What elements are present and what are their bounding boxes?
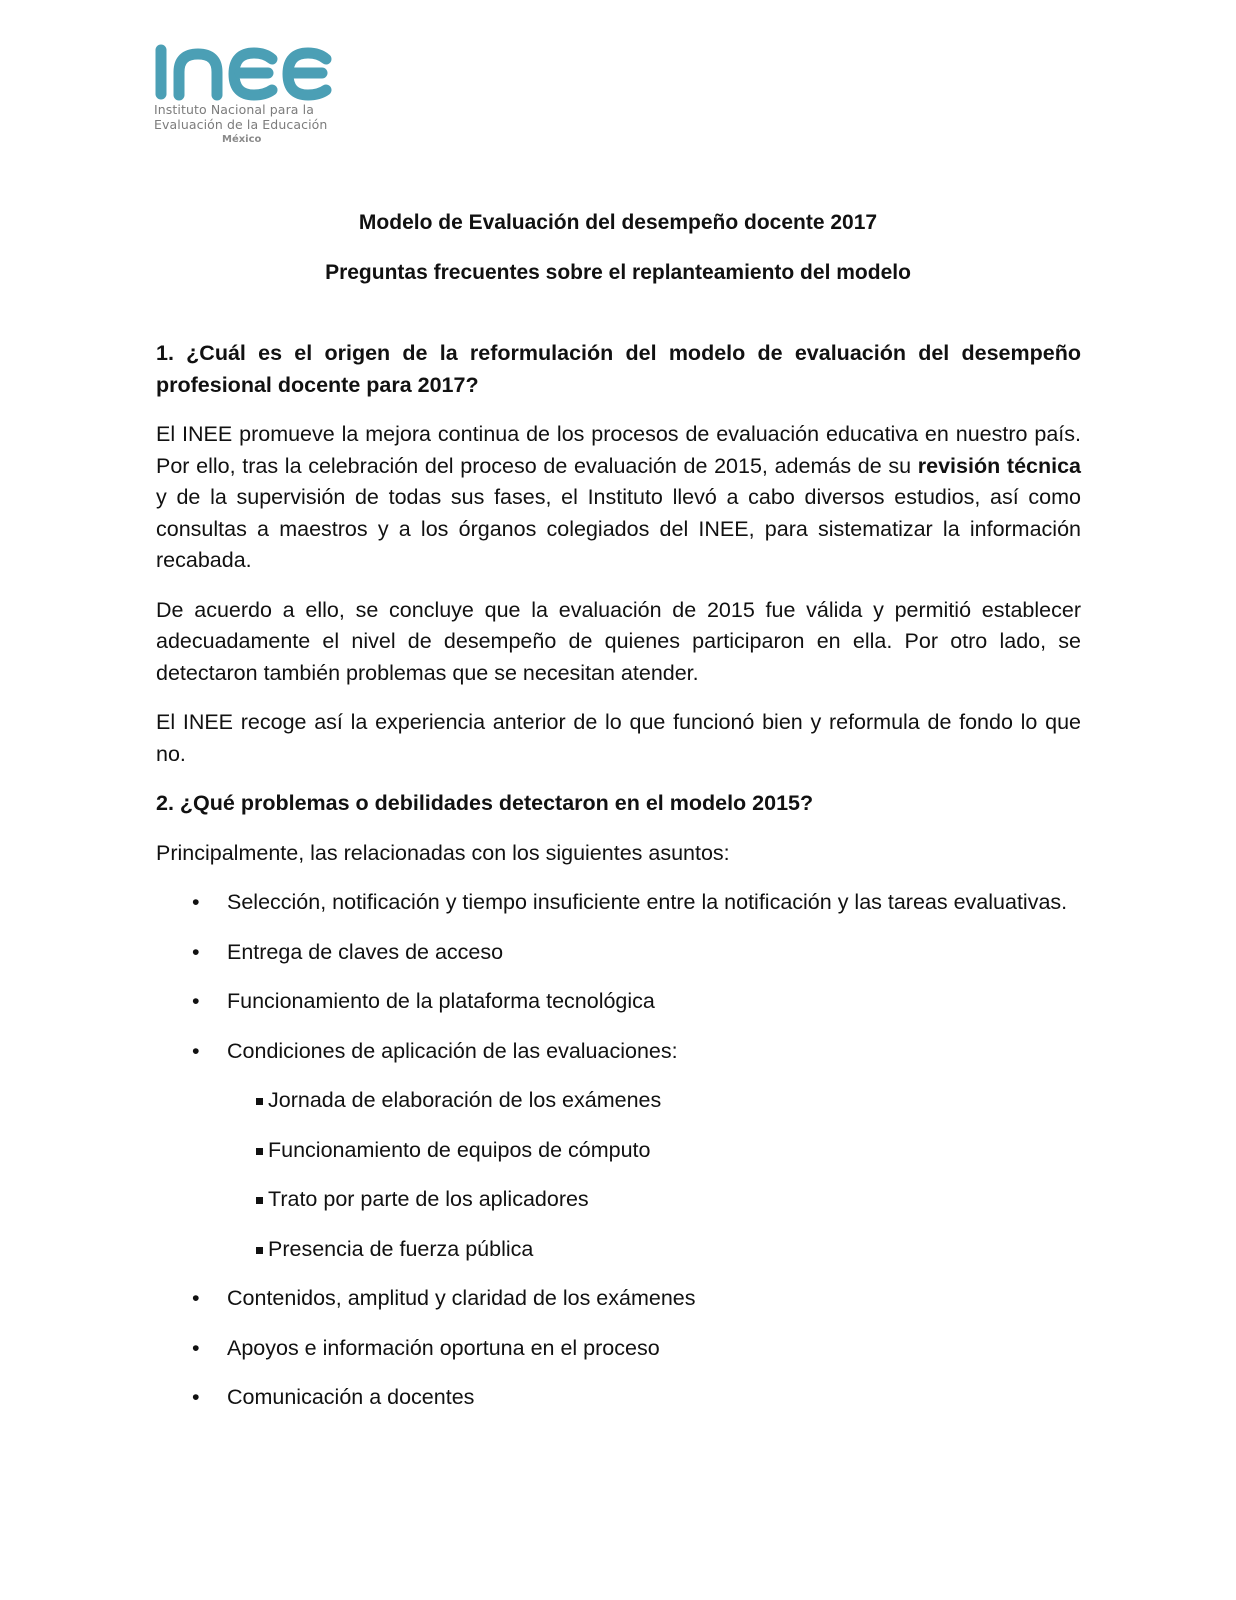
question-2: 2. ¿Qué problemas o debilidades detectaron en el modelo 2015? [156, 791, 814, 815]
logo-institution-line2: Evaluación de la Educación [154, 117, 328, 132]
list-item-text: Funcionamiento de la plataforma tecnológica [227, 989, 655, 1013]
sub-list-item [156, 1234, 1081, 1266]
list-item-text: Comunicación a docentes [227, 1385, 475, 1409]
question-1: 1. ¿Cuál es el origen de la reformulación del modelo de evaluación del desempeño profesional docente para 2017? [156, 341, 1081, 397]
sub-list-item [156, 1184, 1081, 1216]
inee-logo-mark [154, 40, 334, 102]
list-item [156, 986, 1081, 1018]
conditions-sublist [227, 1085, 1081, 1265]
bullet-icon: • [192, 1286, 200, 1310]
square-bullet-icon [256, 1247, 263, 1254]
list-item [156, 1283, 1081, 1315]
logo-country: México [222, 134, 262, 145]
list-item [156, 1382, 1081, 1414]
bullet-icon: • [192, 939, 200, 964]
list-item [156, 1333, 1081, 1365]
sub-list-item [156, 1085, 1081, 1117]
answer-1-paragraph-2: De acuerdo a ello, se concluye que la evaluación de 2015 fue válida y permitió establecer adecuadamente el nivel de desempeño de quienes participaron en ella. Por otro lado, se detectaron también problemas que se necesitan atender. [156, 597, 1081, 685]
answer-1-text-a: El INEE promueve la mejora continua de los procesos de evaluación educativa en nuestro país. Por ello, tras la celebración del proceso de evaluación de 2015, además de su [156, 422, 1081, 478]
list-item-text: Contenidos, amplitud y claridad de los exámenes [227, 1286, 696, 1310]
inee-logo [154, 40, 344, 145]
answer-1-bold-term: revisión técnica [917, 453, 1081, 478]
logo-institution-line1: Instituto Nacional para la [154, 102, 314, 117]
bullet-icon: • [192, 989, 200, 1013]
list-item [156, 887, 1081, 919]
bullet-icon: • [192, 1385, 200, 1409]
list-item [156, 1036, 1081, 1266]
list-item [156, 937, 1081, 969]
problems-list [156, 887, 1081, 1414]
list-item-text: Entrega de claves de acceso [227, 939, 504, 964]
answer-1-paragraph-3: El INEE recoge así la experiencia anterior de lo que funcionó bien y reformula de fondo lo que no. [156, 710, 1081, 766]
bullet-icon: • [192, 1038, 200, 1063]
square-bullet-icon [256, 1197, 263, 1204]
bullet-icon: • [192, 890, 200, 914]
answer-1-text-b: y de la supervisión de todas sus fases, el Instituto llevó a cabo diversos estudios, así como consultas a maestros y a los órganos colegiados del INEE, para sistematizar la información recabada. [156, 485, 1081, 572]
document-body [156, 338, 1081, 1432]
document-subtitle: Preguntas frecuentes sobre el replanteamiento del modelo [325, 261, 911, 284]
square-bullet-icon [256, 1148, 263, 1155]
sub-list-item-text: Jornada de elaboración de los exámenes [268, 1088, 662, 1112]
list-item-text: Apoyos e información oportuna en el proceso [227, 1335, 660, 1360]
sub-list-item-text: Trato por parte de los aplicadores [268, 1187, 589, 1211]
square-bullet-icon [256, 1098, 263, 1105]
list-item-text: Selección, notificación y tiempo insuficiente entre la notificación y las tareas evaluativas. [227, 890, 1068, 914]
answer-2-intro: Principalmente, las relacionadas con los siguientes asuntos: [156, 840, 730, 865]
sub-list-item-text: Funcionamiento de equipos de cómputo [268, 1137, 651, 1162]
document-title: Modelo de Evaluación del desempeño docente 2017 [358, 211, 878, 234]
list-item-text: Condiciones de aplicación de las evaluaciones: [227, 1038, 678, 1063]
sub-list-item [156, 1135, 1081, 1167]
bullet-icon: • [192, 1335, 200, 1360]
sub-list-item-text: Presencia de fuerza pública [268, 1236, 534, 1261]
answer-1-paragraph-1 [156, 419, 1081, 577]
